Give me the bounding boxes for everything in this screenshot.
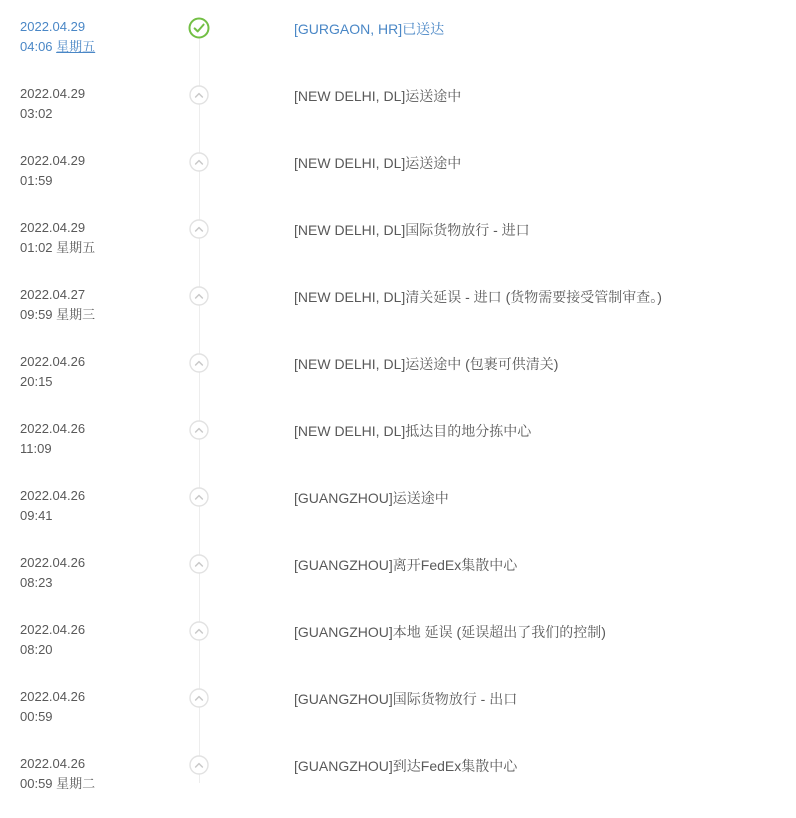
event-datetime bbox=[20, 352, 180, 392]
event-datetime bbox=[20, 486, 180, 526]
event-time: 20:15 bbox=[20, 374, 53, 389]
event-status-link[interactable]: [GURGAON, HR]已送达 bbox=[294, 21, 445, 37]
tracking-event-row bbox=[0, 349, 796, 416]
transit-status-icon bbox=[188, 620, 210, 642]
event-time-line bbox=[20, 305, 180, 325]
event-time-line bbox=[20, 573, 180, 593]
tracking-event-row bbox=[0, 617, 796, 684]
event-time: 11:09 bbox=[20, 441, 52, 456]
event-date: 2022.04.26 bbox=[20, 555, 86, 570]
tracking-event-row bbox=[0, 684, 796, 751]
chevron-up-circle-icon bbox=[189, 152, 209, 172]
event-time: 08:20 bbox=[20, 642, 53, 657]
transit-status-icon bbox=[188, 419, 210, 441]
event-time-line bbox=[20, 372, 180, 392]
transit-status-icon bbox=[188, 218, 210, 240]
event-weekday: 星期二 bbox=[56, 776, 96, 791]
event-date: 2022.04.29 bbox=[20, 153, 86, 168]
event-time-line bbox=[20, 774, 180, 794]
event-date: 2022.04.29 bbox=[20, 19, 86, 34]
event-time: 03:02 bbox=[20, 106, 53, 121]
event-status-text: [NEW DELHI, DL]抵达目的地分拣中心 bbox=[294, 423, 532, 439]
event-datetime bbox=[20, 754, 180, 794]
event-time: 01:59 bbox=[20, 173, 53, 188]
chevron-up-circle-icon bbox=[189, 85, 209, 105]
transit-status-icon bbox=[188, 285, 210, 307]
event-time: 00:59 bbox=[20, 709, 53, 724]
event-datetime bbox=[20, 419, 180, 459]
transit-status-icon bbox=[188, 754, 210, 776]
transit-status-icon bbox=[188, 486, 210, 508]
tracking-event-row bbox=[0, 81, 796, 148]
event-status-text: [GUANGZHOU]本地 延误 (延误超出了我们的控制) bbox=[294, 624, 606, 640]
event-time: 01:02 bbox=[20, 240, 53, 255]
event-time: 00:59 bbox=[20, 776, 53, 791]
tracking-event-list bbox=[0, 14, 796, 818]
tracking-event-row bbox=[0, 751, 796, 818]
chevron-up-circle-icon bbox=[189, 420, 209, 440]
event-time-line bbox=[20, 238, 180, 258]
transit-status-icon bbox=[188, 151, 210, 173]
tracking-event-row bbox=[0, 483, 796, 550]
event-date: 2022.04.26 bbox=[20, 622, 86, 637]
event-date: 2022.04.26 bbox=[20, 354, 86, 369]
event-datetime bbox=[20, 151, 180, 191]
event-date: 2022.04.26 bbox=[20, 756, 86, 771]
transit-status-icon bbox=[188, 352, 210, 374]
chevron-up-circle-icon bbox=[189, 286, 209, 306]
event-weekday: 星期五 bbox=[56, 240, 96, 255]
event-time: 08:23 bbox=[20, 575, 53, 590]
tracking-event-row bbox=[0, 14, 796, 81]
event-time-line bbox=[20, 104, 180, 124]
event-date: 2022.04.26 bbox=[20, 689, 86, 704]
event-date: 2022.04.27 bbox=[20, 287, 86, 302]
chevron-up-circle-icon bbox=[189, 755, 209, 775]
chevron-up-circle-icon bbox=[189, 219, 209, 239]
tracking-event-row bbox=[0, 215, 796, 282]
event-time-line bbox=[20, 171, 180, 191]
chevron-up-circle-icon bbox=[189, 621, 209, 641]
transit-status-icon bbox=[188, 84, 210, 106]
event-date: 2022.04.29 bbox=[20, 220, 86, 235]
tracking-event-row bbox=[0, 148, 796, 215]
chevron-up-circle-icon bbox=[189, 688, 209, 708]
event-status-text: [GUANGZHOU]运送途中 bbox=[294, 490, 449, 506]
event-time-line bbox=[20, 707, 180, 727]
event-status-text: [NEW DELHI, DL]运送途中 bbox=[294, 88, 462, 104]
event-datetime bbox=[20, 84, 180, 124]
chevron-up-circle-icon bbox=[189, 487, 209, 507]
tracking-event-row bbox=[0, 550, 796, 617]
event-time-line bbox=[20, 37, 180, 57]
transit-status-icon bbox=[188, 553, 210, 575]
chevron-up-circle-icon bbox=[189, 353, 209, 373]
event-time-line bbox=[20, 640, 180, 660]
event-status-text: [GUANGZHOU]到达FedEx集散中心 bbox=[294, 758, 518, 774]
event-status-text: [NEW DELHI, DL]运送途中 (包裹可供清关) bbox=[294, 356, 559, 372]
event-time-line bbox=[20, 439, 180, 459]
event-time-line bbox=[20, 506, 180, 526]
delivered-status-icon bbox=[188, 17, 210, 39]
event-status-text: [NEW DELHI, DL]运送途中 bbox=[294, 155, 462, 171]
tracking-event-row bbox=[0, 416, 796, 483]
event-datetime bbox=[20, 620, 180, 660]
event-time: 09:59 bbox=[20, 307, 53, 322]
check-circle-icon bbox=[188, 17, 210, 39]
transit-status-icon bbox=[188, 687, 210, 709]
event-date: 2022.04.29 bbox=[20, 86, 86, 101]
event-datetime bbox=[20, 553, 180, 593]
event-date: 2022.04.26 bbox=[20, 488, 86, 503]
tracking-event-row bbox=[0, 282, 796, 349]
event-datetime bbox=[20, 285, 180, 325]
event-weekday: 星期三 bbox=[56, 307, 96, 322]
event-datetime bbox=[20, 218, 180, 258]
event-weekday: 星期五 bbox=[56, 39, 96, 54]
event-status-text: [GUANGZHOU]离开FedEx集散中心 bbox=[294, 557, 518, 573]
event-datetime[interactable] bbox=[20, 17, 180, 57]
event-date: 2022.04.26 bbox=[20, 421, 86, 436]
event-status-text: [NEW DELHI, DL]清关延误 - 进口 (货物需要接受管制审查。) bbox=[294, 289, 662, 305]
event-status-text: [GUANGZHOU]国际货物放行 - 出口 bbox=[294, 691, 518, 707]
event-time: 09:41 bbox=[20, 508, 53, 523]
event-time: 04:06 bbox=[20, 39, 53, 54]
chevron-up-circle-icon bbox=[189, 554, 209, 574]
event-datetime bbox=[20, 687, 180, 727]
event-status-text: [NEW DELHI, DL]国际货物放行 - 进口 bbox=[294, 222, 530, 238]
